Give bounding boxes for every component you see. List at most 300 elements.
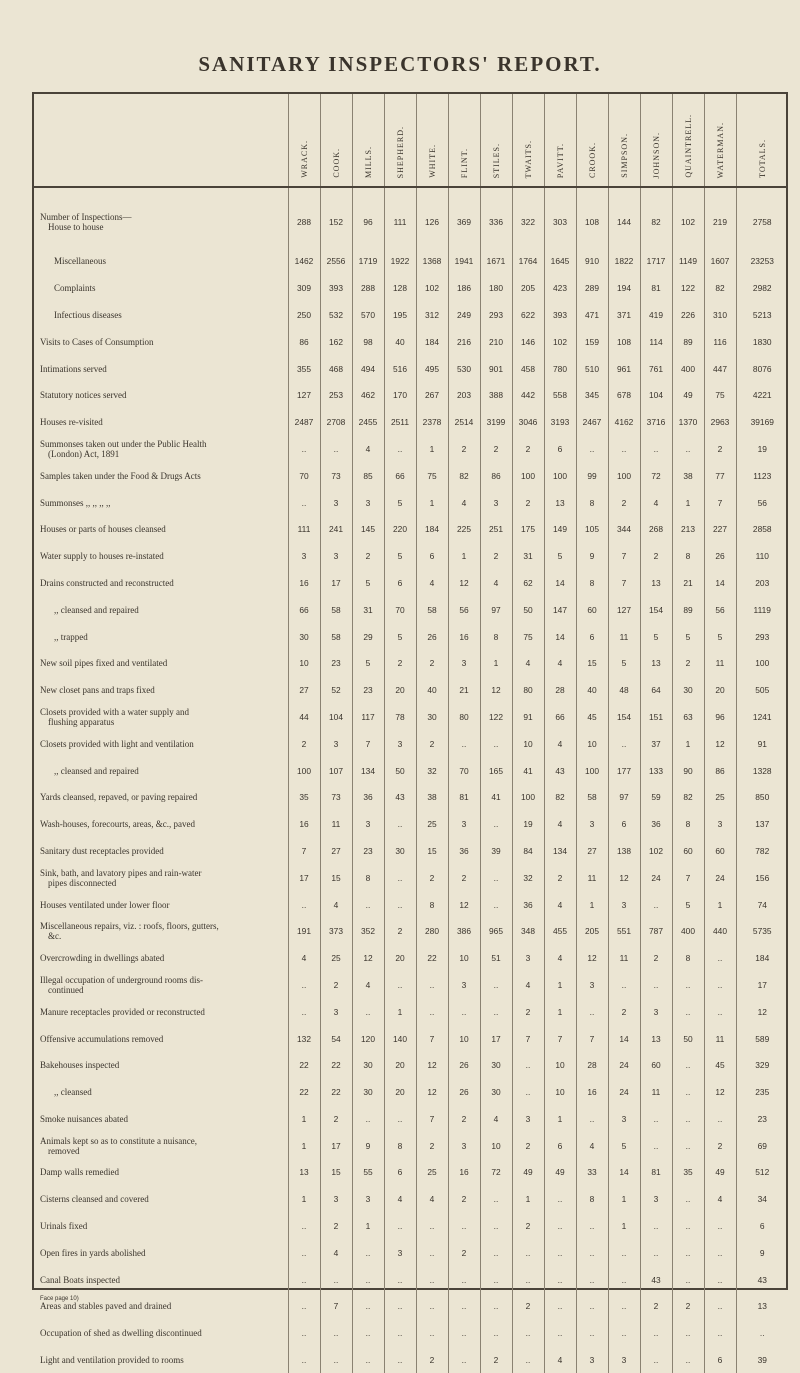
table-cell: 37 — [640, 730, 672, 757]
row-label-continuation: continued — [48, 984, 84, 995]
page-title: SANITARY INSPECTORS' REPORT. — [198, 52, 602, 76]
table-cell: 1 — [608, 1213, 640, 1240]
table-cell: 1607 — [704, 248, 736, 275]
table-row — [34, 596, 788, 623]
table-cell: .. — [640, 1320, 672, 1347]
table-cell: 268 — [640, 516, 672, 543]
table-cell: 3 — [352, 489, 384, 516]
table-row — [34, 918, 788, 945]
table-cell: 293 — [480, 302, 512, 329]
table-row — [34, 757, 788, 784]
row-label — [34, 409, 288, 436]
row-label — [34, 543, 288, 570]
row-label-text: New closet pans and traps fixed — [40, 685, 155, 696]
table-cell: 505 — [755, 685, 770, 696]
table-row — [34, 623, 788, 650]
table-cell: .. — [416, 972, 448, 999]
row-label — [34, 275, 288, 302]
table-cell: 89 — [672, 596, 704, 623]
row-label-text: ,, trapped — [54, 631, 88, 642]
table-cell: .. — [576, 1266, 608, 1293]
table-cell: .. — [608, 1239, 640, 1266]
table-cell: 12 — [757, 1006, 767, 1017]
table-cell: 3 — [352, 1186, 384, 1213]
table-cell: 154 — [640, 596, 672, 623]
table-cell: 49 — [672, 382, 704, 409]
table-cell: 267 — [416, 382, 448, 409]
table-cell: .. — [640, 1239, 672, 1266]
row-label-text: Houses or parts of houses cleansed — [40, 524, 166, 535]
table-cell: 6 — [576, 623, 608, 650]
table-cell: 100 — [544, 462, 576, 489]
table-row — [34, 730, 788, 757]
table-cell: 205 — [576, 918, 608, 945]
table-cell: 100 — [608, 462, 640, 489]
table-cell: 36 — [352, 784, 384, 811]
table-cell: 36 — [512, 891, 544, 918]
table-cell: 9 — [352, 1132, 384, 1159]
table-cell: 1941 — [448, 248, 480, 275]
table-row — [34, 998, 788, 1025]
table-cell: 22 — [416, 945, 448, 972]
table-cell: .. — [288, 972, 320, 999]
table-cell: 1149 — [672, 248, 704, 275]
table-cell: 4 — [480, 570, 512, 597]
table-cell: 81 — [640, 1159, 672, 1186]
table-cell: 63 — [672, 704, 704, 731]
table-cell: 15 — [320, 864, 352, 891]
table-cell: 14 — [544, 623, 576, 650]
table-row — [34, 811, 788, 838]
table-cell: 3 — [384, 1239, 416, 1266]
table-cell: 3 — [352, 811, 384, 838]
table-cell: 9 — [759, 1247, 765, 1258]
table-cell: .. — [448, 730, 480, 757]
table-row — [34, 1213, 788, 1240]
table-cell: 2982 — [752, 283, 772, 294]
column-header-label: WHITE. — [427, 144, 437, 178]
row-label-text: Closets provided with a water supply and — [40, 706, 189, 717]
table-cell: 146 — [512, 328, 544, 355]
table-cell: .. — [288, 998, 320, 1025]
table-cell: 8 — [384, 1132, 416, 1159]
row-label — [34, 489, 288, 516]
table-row — [34, 1052, 788, 1079]
table-cell: 288 — [352, 275, 384, 302]
table-cell: 35 — [288, 784, 320, 811]
table-cell: 7 — [512, 1025, 544, 1052]
table-cell: 58 — [320, 596, 352, 623]
table-cell: 60 — [576, 596, 608, 623]
table-cell: 12 — [448, 570, 480, 597]
table-cell: 6 — [384, 1159, 416, 1186]
table-cell: 31 — [512, 543, 544, 570]
column-header — [384, 94, 416, 187]
footnote: Face page 10) — [40, 1296, 79, 1302]
table-cell: 2 — [416, 1132, 448, 1159]
table-cell: 137 — [755, 819, 770, 830]
table-cell: 12 — [608, 864, 640, 891]
table-cell: 5 — [544, 543, 576, 570]
table-cell: 455 — [544, 918, 576, 945]
table-cell: 75 — [512, 623, 544, 650]
table-cell: 3 — [448, 650, 480, 677]
column-header-label: QUAINTRELL. — [683, 114, 693, 178]
table-cell: 3 — [608, 1347, 640, 1373]
column-header — [736, 94, 788, 187]
table-cell: 134 — [544, 838, 576, 865]
table-cell: .. — [640, 436, 672, 463]
table-cell: 253 — [320, 382, 352, 409]
table-cell: .. — [320, 1266, 352, 1293]
column-header — [576, 94, 608, 187]
row-label — [34, 1186, 288, 1213]
table-cell: 205 — [512, 275, 544, 302]
table-cell: 151 — [640, 704, 672, 731]
table-cell: 13 — [288, 1159, 320, 1186]
table-cell: 28 — [576, 1052, 608, 1079]
table-cell: 4 — [544, 1347, 576, 1373]
table-cell: .. — [384, 972, 416, 999]
table-cell: 345 — [576, 382, 608, 409]
table-cell: 14 — [704, 570, 736, 597]
table-cell: .. — [384, 1293, 416, 1320]
table-cell: 1 — [416, 489, 448, 516]
table-cell: 1 — [448, 543, 480, 570]
table-cell: 8 — [576, 489, 608, 516]
table-cell: 462 — [352, 382, 384, 409]
table-cell: .. — [672, 1213, 704, 1240]
table-cell: 19 — [512, 811, 544, 838]
table-cell: 1 — [288, 1186, 320, 1213]
table-cell: 532 — [320, 302, 352, 329]
table-cell: 6 — [544, 436, 576, 463]
table-cell: 2858 — [752, 524, 772, 535]
table-cell: .. — [576, 998, 608, 1025]
table-cell: 10 — [512, 730, 544, 757]
table-cell: 3 — [320, 1186, 352, 1213]
table-row — [34, 187, 788, 248]
table-cell: .. — [352, 1293, 384, 1320]
table-cell: 5 — [384, 489, 416, 516]
table-cell: 289 — [576, 275, 608, 302]
table-cell: 2556 — [320, 248, 352, 275]
table-cell: 12 — [416, 1079, 448, 1106]
table-cell: 2 — [448, 436, 480, 463]
table-cell: 3 — [640, 1186, 672, 1213]
table-cell: 75 — [416, 462, 448, 489]
table-cell: 17 — [288, 864, 320, 891]
column-header — [512, 94, 544, 187]
table-cell: 371 — [608, 302, 640, 329]
table-row — [34, 1159, 788, 1186]
table-cell: 10 — [544, 1079, 576, 1106]
table-cell: 96 — [352, 187, 384, 248]
table-cell: 12 — [416, 1052, 448, 1079]
report-table — [34, 94, 788, 1373]
row-label — [34, 891, 288, 918]
table-cell: 780 — [544, 355, 576, 382]
table-cell: 309 — [288, 275, 320, 302]
row-label — [34, 623, 288, 650]
table-cell: 4 — [448, 489, 480, 516]
table-cell: 213 — [672, 516, 704, 543]
table-cell: 60 — [672, 838, 704, 865]
table-cell: 82 — [640, 187, 672, 248]
table-cell: 43 — [384, 784, 416, 811]
table-cell: 782 — [755, 845, 770, 856]
table-cell: .. — [704, 1239, 736, 1266]
row-label — [34, 1213, 288, 1240]
row-label — [34, 248, 288, 275]
table-cell: .. — [384, 864, 416, 891]
table-cell: .. — [448, 998, 480, 1025]
table-cell: .. — [448, 1320, 480, 1347]
table-cell: .. — [672, 1320, 704, 1347]
table-cell: 77 — [704, 462, 736, 489]
table-cell: 1671 — [480, 248, 512, 275]
row-label — [34, 1159, 288, 1186]
table-cell: 20 — [384, 1052, 416, 1079]
table-cell: 4 — [288, 945, 320, 972]
table-row — [34, 972, 788, 999]
table-cell: 3716 — [640, 409, 672, 436]
table-cell: 22 — [320, 1079, 352, 1106]
row-label — [34, 1320, 288, 1347]
table-cell: 184 — [416, 516, 448, 543]
table-cell: 3 — [320, 998, 352, 1025]
row-label-text: Occupation of shed as dwelling discontinued — [40, 1328, 202, 1339]
table-cell: 6 — [759, 1221, 765, 1232]
table-cell: 1645 — [544, 248, 576, 275]
column-header — [448, 94, 480, 187]
table-cell: .. — [480, 998, 512, 1025]
table-cell: 26 — [704, 543, 736, 570]
column-header — [352, 94, 384, 187]
table-cell: 2 — [512, 1293, 544, 1320]
row-label — [34, 436, 288, 463]
table-cell: 82 — [544, 784, 576, 811]
table-cell: 288 — [288, 187, 320, 248]
table-cell: 2 — [704, 1132, 736, 1159]
table-cell: .. — [576, 1320, 608, 1347]
table-cell: 31 — [352, 596, 384, 623]
table-cell: 5 — [352, 570, 384, 597]
table-cell: .. — [672, 998, 704, 1025]
row-label-text: Infectious diseases — [54, 309, 122, 320]
table-cell: 2 — [384, 650, 416, 677]
table-cell: .. — [704, 1320, 736, 1347]
table-cell: 250 — [288, 302, 320, 329]
table-cell: 14 — [544, 570, 576, 597]
table-cell: 280 — [416, 918, 448, 945]
table-cell: 8 — [672, 811, 704, 838]
row-label-text: Bakehouses inspected — [40, 1060, 120, 1071]
table-row — [34, 650, 788, 677]
table-cell: 32 — [416, 757, 448, 784]
table-cell: 1 — [384, 998, 416, 1025]
table-cell: 104 — [640, 382, 672, 409]
table-cell: 38 — [672, 462, 704, 489]
table-cell: .. — [480, 891, 512, 918]
table-cell: 12 — [704, 730, 736, 757]
table-cell: 219 — [704, 187, 736, 248]
table-cell: 43 — [757, 1274, 767, 1285]
table-cell: 570 — [352, 302, 384, 329]
table-cell: 12 — [352, 945, 384, 972]
row-label-text: Areas and stables paved and drained — [40, 1301, 172, 1312]
row-label-text: Wash-houses, forecourts, areas, &c., paved — [40, 819, 195, 830]
table-cell: 10 — [448, 1025, 480, 1052]
table-cell: 7 — [704, 489, 736, 516]
table-cell: .. — [288, 1213, 320, 1240]
table-cell: 126 — [416, 187, 448, 248]
table-cell: 761 — [640, 355, 672, 382]
table-cell: 100 — [288, 757, 320, 784]
table-cell: 249 — [448, 302, 480, 329]
row-label — [34, 1347, 288, 1373]
table-cell: .. — [704, 1293, 736, 1320]
table-cell: 7 — [416, 1106, 448, 1133]
table-cell: .. — [640, 1106, 672, 1133]
table-cell: 56 — [704, 596, 736, 623]
table-cell: 24 — [640, 864, 672, 891]
table-cell: 1 — [480, 650, 512, 677]
table-cell: 4 — [416, 1186, 448, 1213]
table-cell: 127 — [288, 382, 320, 409]
table-cell: 7 — [288, 838, 320, 865]
table-cell: .. — [288, 436, 320, 463]
table-row — [34, 1132, 788, 1159]
table-cell: 2 — [320, 972, 352, 999]
table-cell: .. — [704, 1213, 736, 1240]
row-label — [34, 1052, 288, 1079]
table-cell: 4 — [512, 650, 544, 677]
table-cell: 13 — [640, 1025, 672, 1052]
table-cell: 12 — [448, 891, 480, 918]
table-row — [34, 516, 788, 543]
table-cell: 2 — [288, 730, 320, 757]
table-cell: 516 — [384, 355, 416, 382]
table-cell: 5 — [384, 623, 416, 650]
table-cell: 965 — [480, 918, 512, 945]
table-cell: .. — [672, 1266, 704, 1293]
table-cell: 373 — [320, 918, 352, 945]
table-cell: 91 — [757, 738, 767, 749]
table-cell: 111 — [288, 516, 320, 543]
column-header-label: WRACK. — [299, 140, 309, 178]
table-cell: .. — [672, 1106, 704, 1133]
table-cell: 26 — [448, 1079, 480, 1106]
table-cell: .. — [288, 1239, 320, 1266]
table-cell: 89 — [672, 328, 704, 355]
row-label — [34, 328, 288, 355]
table-cell: .. — [384, 811, 416, 838]
header-row — [34, 94, 788, 187]
table-cell: 86 — [288, 328, 320, 355]
column-header-label: TWAITS. — [523, 139, 533, 178]
table-cell: 194 — [608, 275, 640, 302]
table-cell: 32 — [512, 864, 544, 891]
table-cell: 145 — [352, 516, 384, 543]
table-cell: 17 — [757, 979, 767, 990]
table-cell: 2 — [448, 864, 480, 891]
table-cell: .. — [704, 998, 736, 1025]
table-cell: 241 — [320, 516, 352, 543]
row-label-text: Miscellaneous — [54, 256, 106, 267]
row-label-continuation: pipes disconnected — [48, 877, 117, 888]
table-cell: .. — [672, 1132, 704, 1159]
table-cell: 1 — [672, 489, 704, 516]
table-cell: 99 — [576, 462, 608, 489]
table-cell: 100 — [576, 757, 608, 784]
table-cell: 2 — [512, 998, 544, 1025]
table-cell: 140 — [384, 1025, 416, 1052]
table-cell: .. — [672, 972, 704, 999]
table-cell: 2378 — [416, 409, 448, 436]
table-cell: 19 — [757, 443, 767, 454]
table-cell: 8 — [480, 623, 512, 650]
table-cell: .. — [384, 436, 416, 463]
table-cell: 82 — [704, 275, 736, 302]
row-label — [34, 1239, 288, 1266]
table-cell: 138 — [608, 838, 640, 865]
table-cell: 40 — [384, 328, 416, 355]
table-cell: 1368 — [416, 248, 448, 275]
table-cell: 10 — [576, 730, 608, 757]
table-cell: 100 — [512, 462, 544, 489]
table-cell: 45 — [704, 1052, 736, 1079]
table-cell: 961 — [608, 355, 640, 382]
row-label-text: Drains constructed and reconstructed — [40, 577, 174, 588]
table-cell: .. — [288, 489, 320, 516]
table-cell: 43 — [544, 757, 576, 784]
row-label-text: Illegal occupation of underground rooms dis- — [40, 974, 204, 985]
table-cell: 147 — [544, 596, 576, 623]
table-cell: 11 — [320, 811, 352, 838]
table-cell: .. — [352, 1266, 384, 1293]
table-cell: 74 — [757, 899, 767, 910]
table-cell: 73 — [320, 784, 352, 811]
table-cell: 1462 — [288, 248, 320, 275]
table-cell: 49 — [544, 1159, 576, 1186]
table-row — [34, 275, 788, 302]
table-cell: 2 — [672, 1293, 704, 1320]
table-cell: .. — [512, 1239, 544, 1266]
table-cell: .. — [416, 1293, 448, 1320]
table-cell: 3 — [448, 972, 480, 999]
table-cell: 30 — [416, 704, 448, 731]
column-header — [416, 94, 448, 187]
table-cell: 73 — [320, 462, 352, 489]
table-cell: 2 — [448, 1106, 480, 1133]
row-label — [34, 838, 288, 865]
table-cell: 78 — [384, 704, 416, 731]
table-cell: .. — [608, 730, 640, 757]
table-cell: 24 — [608, 1079, 640, 1106]
table-cell: .. — [640, 1132, 672, 1159]
table-cell: .. — [416, 1320, 448, 1347]
table-cell: 7 — [672, 864, 704, 891]
table-cell: 50 — [512, 596, 544, 623]
table-cell: 60 — [704, 838, 736, 865]
column-header-label: TOTALS. — [757, 139, 767, 178]
table-cell: 105 — [576, 516, 608, 543]
table-cell: 102 — [640, 838, 672, 865]
table-cell: .. — [544, 1266, 576, 1293]
table-row — [34, 462, 788, 489]
table-cell: 30 — [352, 1079, 384, 1106]
